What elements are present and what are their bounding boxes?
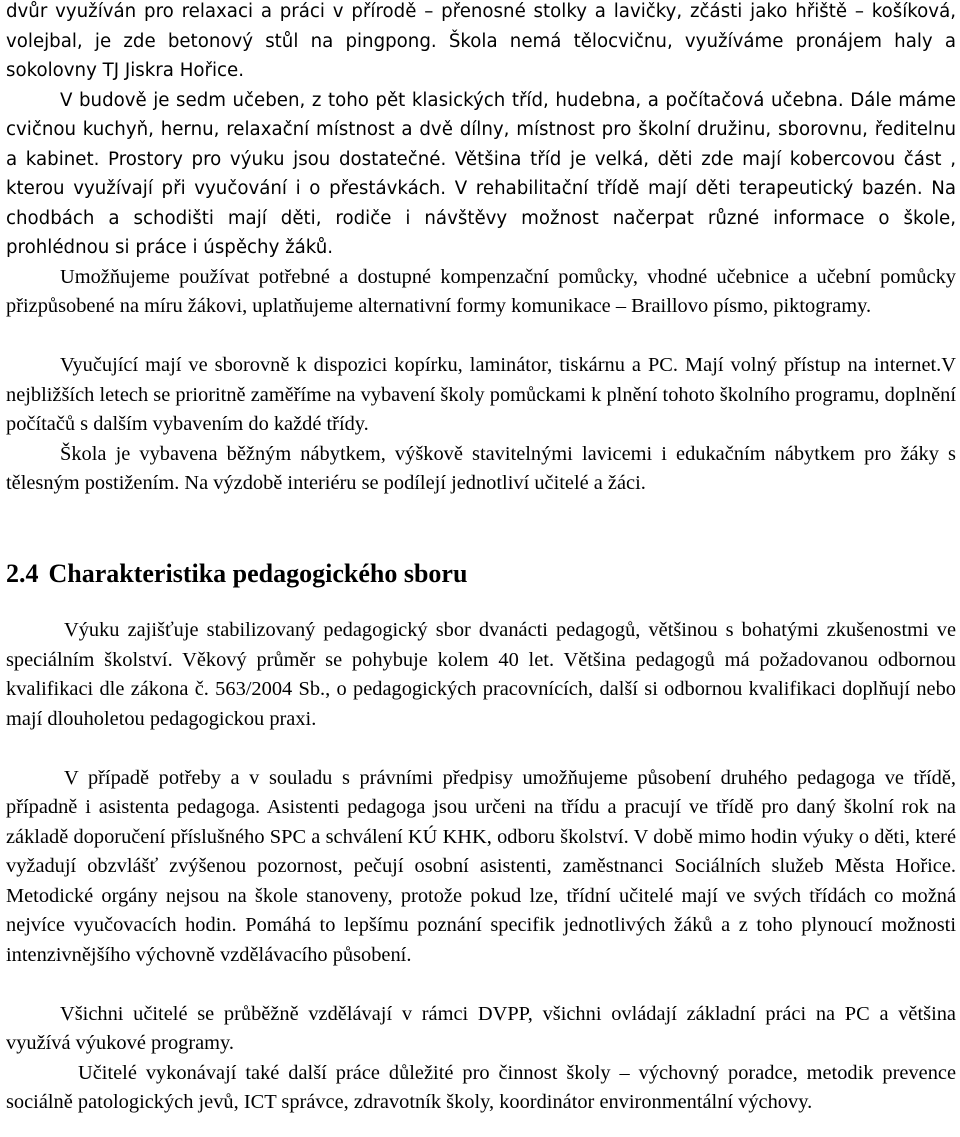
section-heading (6, 557, 467, 591)
paragraph-staffroom-equipment: Vyučující mají ve sborovně k dispozici kopírku, laminátor, tiskárnu a PC. Mají volný přístup na internet.V nejbližších letech se prioritně zaměříme na vybavení školy pomůckami k plnění tohoto školního programu, doplnění počítačů s dalším vybavením do každé třídy. (6, 354, 956, 435)
paragraph-teaching-staff: Výuku zajišťuje stabilizovaný pedagogický sbor dvanácti pedagogů, většinou s bohatými zkušenostmi ve speciálním školství. Věkový průměr se pohybuje kolem 40 let. Většina pedagogů má požadovanou odbornou kvalifikaci dle zákona č. 563/2004 Sb., o pedagogických pracovnících, další si odbornou kvalifikaci doplňují nebo mají dlouholetou pedagogickou praxi. (6, 619, 956, 730)
paragraph-assistants: V případě potřeby a v souladu s právními předpisy umožňujeme působení druhého pedagoga ve třídě, případně i asistenta pedagoga. Asistenti pedagoga jsou určeni na třídu a pracují ve třídě pro daný školní rok na základě doporučení příslušného SPC a schválení KÚ KHK, odboru školství. V době mimo hodin výuky o děti, které vyžadují obzvlášť zvýšenou pozornost, pečují osobní asistenti, zaměstnanci Sociálních služeb Města Hořice. Metodické orgány nejsou na škole stanoveny, protože pokud lze, třídní učitelé mají ve svých třídách co možná nejvíce vyučovacích hodin. Pomáhá to lepšímu poznání specifik jednotlivých žáků a z toho plynoucí možnosti intenzivnějšího výchovně vzdělávacího působení. (6, 766, 956, 966)
paragraph-compensation-aids: Umožňujeme používat potřebné a dostupné kompenzační pomůcky, vhodné učebnice a učební pomůcky přizpůsobené na míru žákovi, uplatňujeme alternativní formy komunikace – Braillovo písmo, piktogramy. (6, 265, 956, 317)
paragraph-furniture: Škola je vybavena běžným nábytkem, výškově stavitelnými lavicemi i edukačním nábytkem pro žáky s tělesným postižením. Na výzdobě interiéru se podílejí jednotliví učitelé a žáci. (6, 442, 956, 494)
paragraph-outdoor-facilities: dvůr využíván pro relaxaci a práci v přírodě – přenosné stolky a lavičky, zčásti jako hřiště – košíková, volejbal, je zde betonový stůl na pingpong. Škola nemá tělocvičnu, využíváme pronájem haly a sokolovny TJ Jiskra Hořice. (6, 1, 956, 81)
paragraph-teacher-training: Všichni učitelé se průběžně vzdělávají v rámci DVPP, všichni ovládají základní práci na PC a většina využívá výukové programy. (6, 1002, 956, 1054)
section-title: Charakteristika pedagogického sboru (48, 559, 468, 588)
paragraph-building-rooms: V budově je sedm učeben, z toho pět klasických tříd, hudebna, a počítačová učebna. Dále máme cvičnou kuchyň, hernu, relaxační místnost a dvě dílny, místnost pro školní družinu, sborovnu, ředitelnu a kabinet. Prostory pro výuku jsou dostatečné. Většina tříd je velká, děti zde mají kobercovou část , kterou využívají při vyučování i o přestávkách. V rehabilitační třídě mají děti terapeutický bazén. Na chodbách a schodišti mají děti, rodiče i návštěvy možnost načerpat různé informace o škole, prohlédnou si práce i úspěchy žáků. (6, 89, 956, 258)
section-number: 2.4 (6, 559, 39, 588)
paragraph-additional-roles: Učitelé vykonávají také další práce důležité pro činnost školy – výchovný poradce, metodik prevence sociálně patologických jevů, ICT správce, zdravotník školy, koordinátor environmentální výchovy. (6, 1061, 956, 1113)
